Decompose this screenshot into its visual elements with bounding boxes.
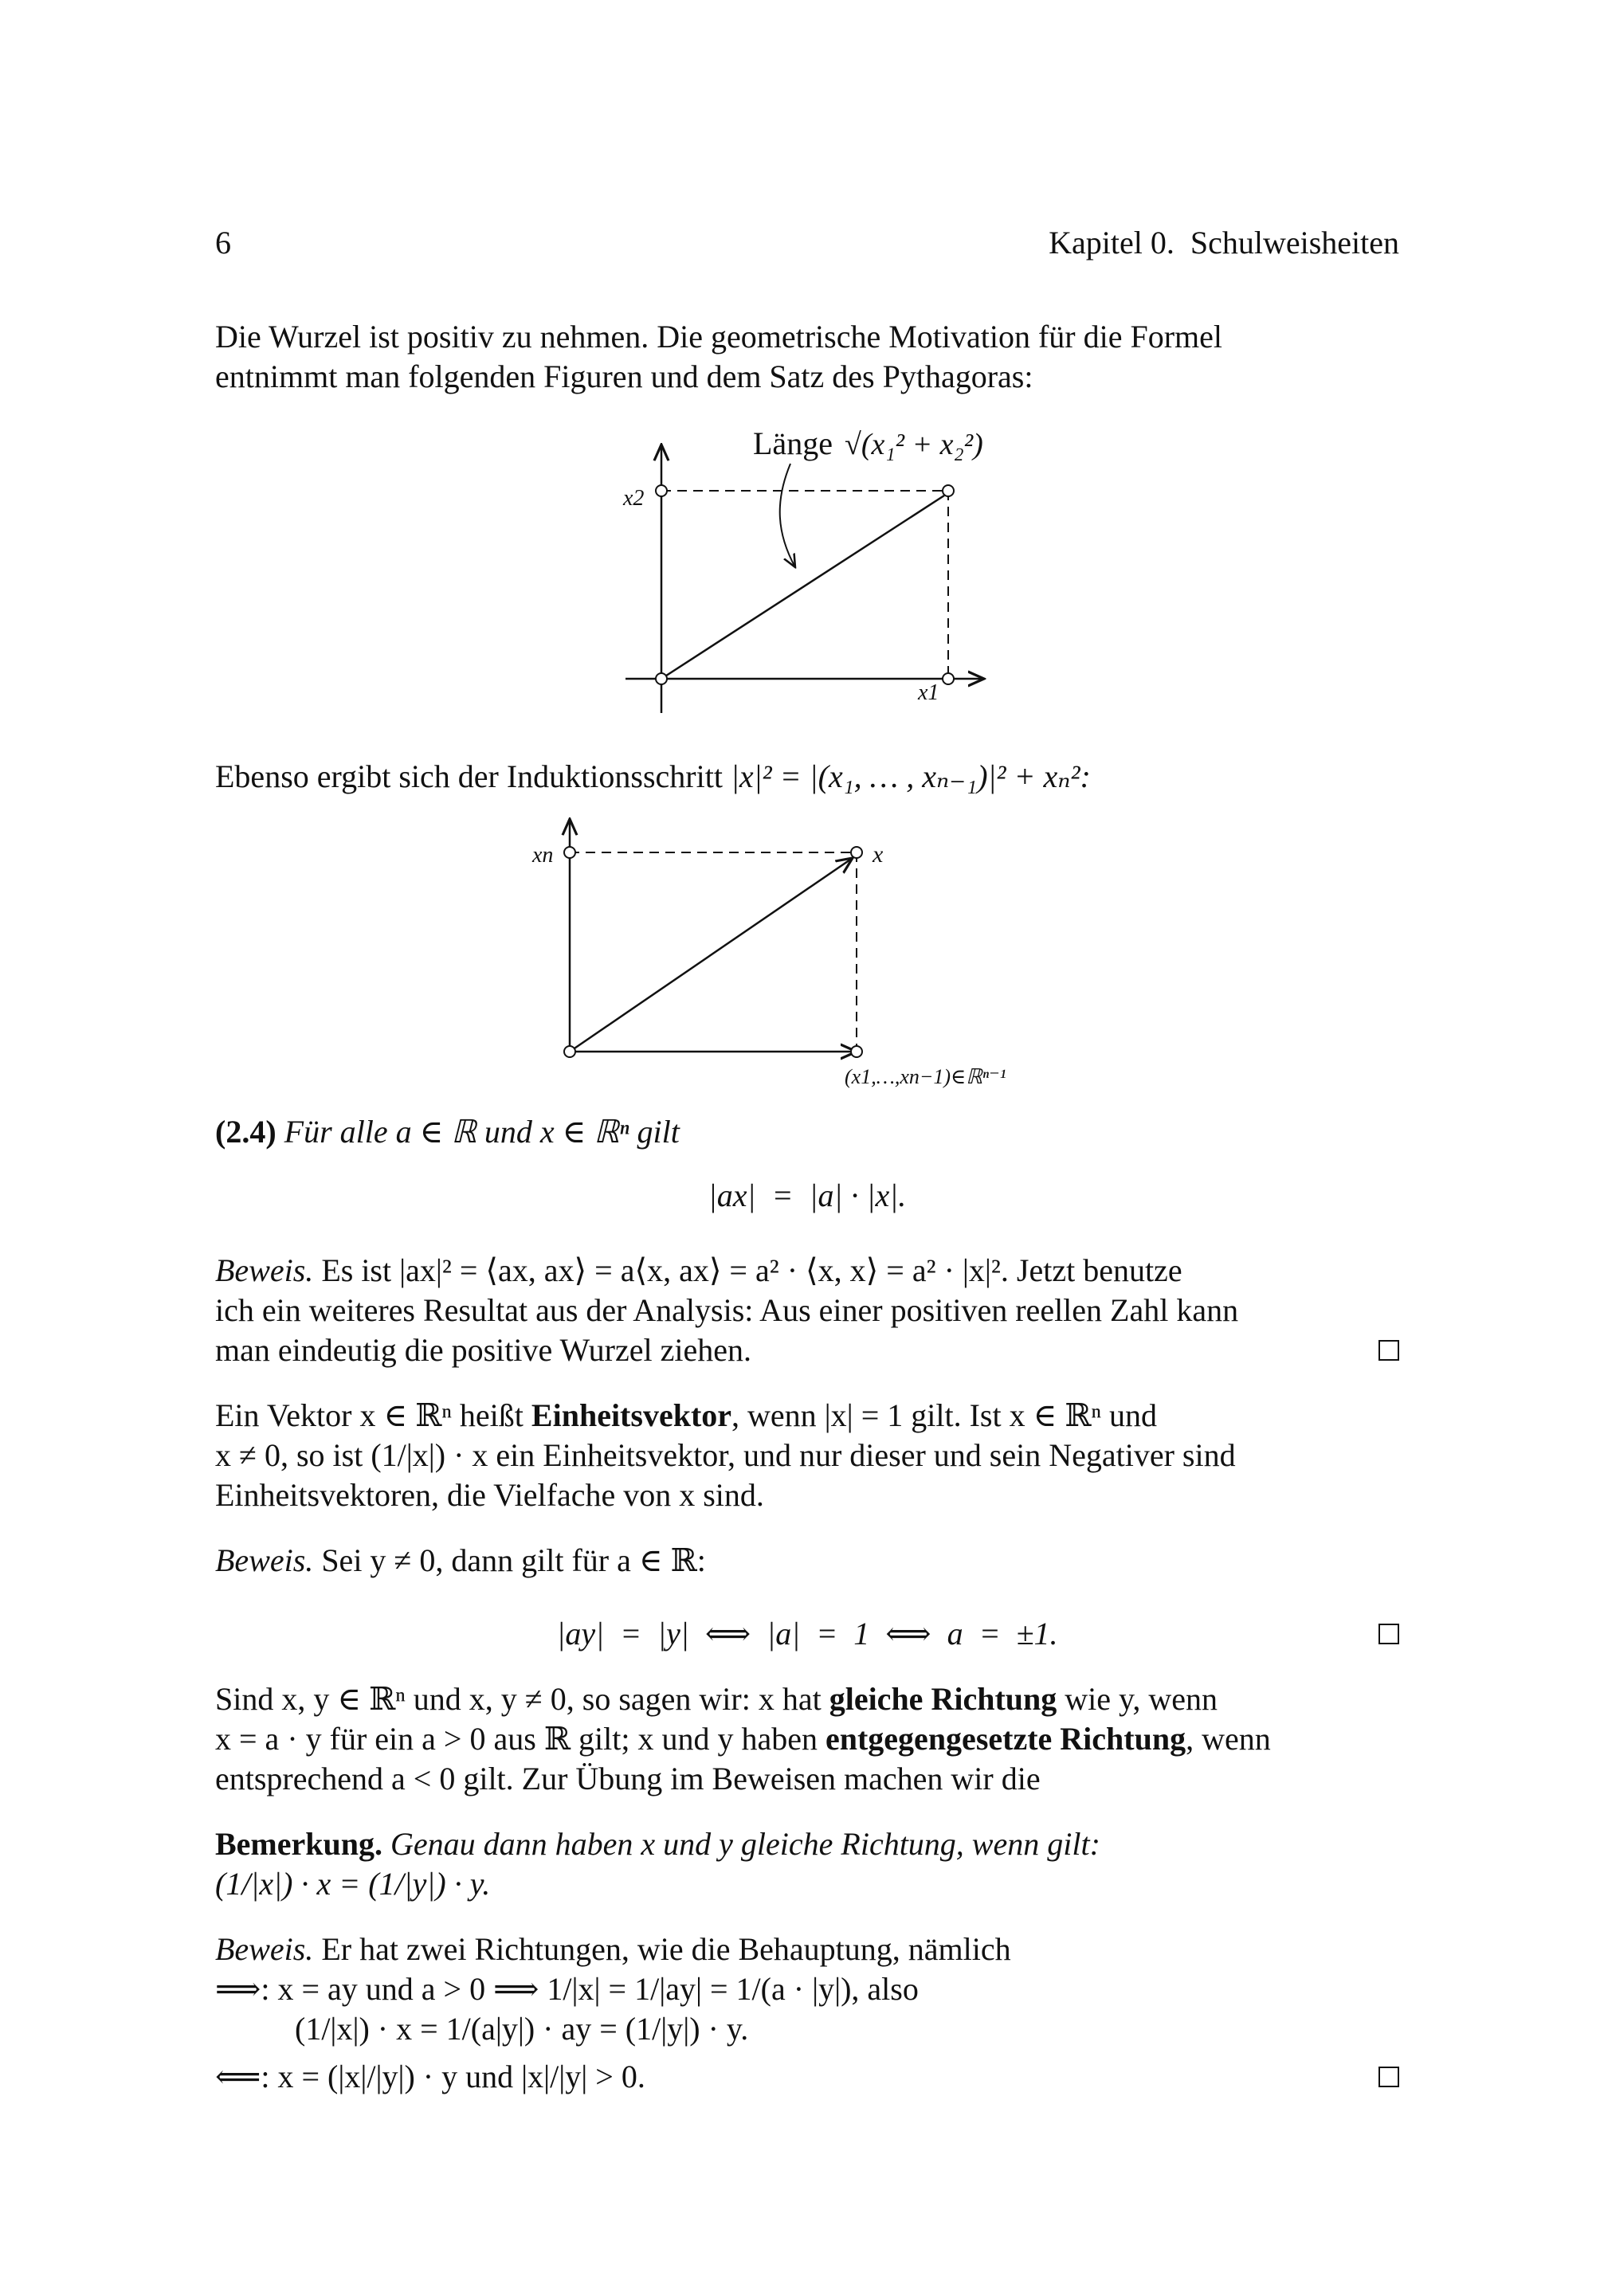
direction-text-1a: Sind x, y ∈ ℝⁿ und x, y ≠ 0, so sagen wir: x hat (215, 1681, 822, 1717)
intro-line-2: entnimmt man folgenden Figuren und dem Satz des Pythagoras: (215, 359, 1033, 394)
diagonal (570, 858, 853, 1052)
proof1-line-2: ich ein weiteres Resultat aus der Analysis: Aus einer positiven reellen Zahl kann (215, 1292, 1239, 1328)
xn-point (564, 847, 575, 858)
proof1-line-1 (215, 1251, 1399, 1291)
qed-box (1378, 1624, 1399, 1644)
proof-label: Beweis. (215, 1252, 314, 1288)
prop-formula-row (215, 1176, 1399, 1216)
direction-line-1 (215, 1679, 1399, 1719)
direction-line-3: entsprechend a < 0 gilt. Zur Übung im Beweisen machen wir die (215, 1761, 1041, 1796)
proof2-text: Sei y ≠ 0, dann gilt für a ∈ ℝ: (321, 1542, 706, 1578)
proof-label: Beweis. (215, 1542, 314, 1578)
unit-vector-text-1a: Ein Vektor x ∈ ℝⁿ heißt (215, 1397, 524, 1433)
unit-vector-line-1 (215, 1396, 1399, 1436)
base-label: (x1,…,xn−1)∈ℝⁿ⁻¹ (845, 1065, 1006, 1088)
x-label: x (873, 841, 884, 868)
remark-label: Bemerkung. (215, 1826, 382, 1862)
qed-box (1378, 1340, 1399, 1361)
proof3-line-1 (215, 1930, 1399, 1969)
base-point (851, 1046, 862, 1057)
proof2-formula-row (215, 1614, 1399, 1654)
direction-text-1b: wie y, wenn (1057, 1681, 1218, 1717)
direction-line-2 (215, 1719, 1399, 1759)
proof3-line-4 (215, 2057, 1399, 2097)
origin-point (656, 673, 667, 684)
qed-box (1378, 2067, 1399, 2087)
unit-vector-line-2: x ≠ 0, so ist (1/|x|) · x ein Einheitsvektor, und nur dieser und sein Negativer sind (215, 1437, 1236, 1473)
proof3-text-1: Er hat zwei Richtungen, wie die Behauptung, nämlich (321, 1931, 1011, 1967)
induction-formula: |x|² = |(x₁, … , xₙ₋₁)|² + xₙ²: (730, 758, 1091, 794)
prop-statement: Für alle a ∈ ℝ und x ∈ ℝⁿ gilt (284, 1114, 680, 1150)
proof1-line-3 (215, 1330, 1399, 1370)
term-entgegengesetzte-richtung: entgegengesetzte Richtung (825, 1721, 1186, 1757)
diagonal (661, 496, 944, 679)
figure-pythagoras-2d (606, 422, 1020, 725)
proof3-text-4: ⟸: x = (|x|/|y|) · y und |x|/|y| > 0. (215, 2059, 645, 2094)
page-number: 6 (215, 225, 231, 261)
prop-formula: |ax| = |a| · |x|. (708, 1177, 907, 1213)
length-label: Länge (753, 425, 833, 461)
proof2-line (215, 1541, 1399, 1581)
remark-line-2: (1/|x|) · x = (1/|y|) · y. (215, 1866, 491, 1902)
term-einheitsvektor: Einheitsvektor (531, 1397, 732, 1433)
prop-number: (2.4) (215, 1114, 276, 1150)
proof3-line-3: (1/|x|) · x = 1/(a|y|) · ay = (1/|y|) · y. (295, 2011, 749, 2047)
unit-vector-text-1b: , wenn |x| = 1 gilt. Ist x ∈ ℝⁿ und (731, 1397, 1158, 1433)
origin-point (564, 1046, 575, 1057)
length-formula: √(x₁² + x₂²) (845, 428, 983, 461)
figure-induction-step (518, 813, 1124, 1107)
induction-text: Ebenso ergibt sich der Induktionsschritt (215, 758, 723, 794)
induction-step (215, 757, 1399, 797)
term-gleiche-richtung: gleiche Richtung (829, 1681, 1057, 1717)
x1-label: x1 (918, 680, 939, 705)
pointer-arrow (780, 464, 795, 567)
corner-point (943, 485, 954, 496)
x2-point (656, 485, 667, 496)
proof2-formula: |ay| = |y| ⟺ |a| = 1 ⟺ a = ±1. (556, 1616, 1058, 1651)
xn-label: xn (532, 843, 554, 868)
unit-vector-line-3: Einheitsvektoren, die Vielfache von x sind. (215, 1477, 764, 1513)
intro-line-1: Die Wurzel ist positiv zu nehmen. Die geometrische Motivation für die Formel (215, 319, 1223, 355)
direction-text-2b: , wenn (1186, 1721, 1271, 1757)
remark-text-1: Genau dann haben x und y gleiche Richtung, wenn gilt: (390, 1826, 1100, 1862)
x1-point (943, 673, 954, 684)
proposition-2-4 (215, 1112, 1399, 1152)
proof-label: Beweis. (215, 1931, 314, 1967)
x-point (851, 847, 862, 858)
proof3-line-2: ⟹: x = ay und a > 0 ⟹ 1/|x| = 1/|ay| = 1/(a · |y|), also (215, 1971, 919, 2007)
proof1-text-1: Es ist |ax|² = ⟨ax, ax⟩ = a⟨x, ax⟩ = a² · ⟨x, x⟩ = a² · |x|². Jetzt benutze (321, 1252, 1182, 1288)
direction-text-2a: x = a · y für ein a > 0 aus ℝ gilt; x und y haben (215, 1721, 818, 1757)
remark-line-1 (215, 1824, 1399, 1864)
x2-label: x2 (623, 486, 645, 511)
chapter-title: Kapitel 0. Schulweisheiten (1049, 225, 1399, 261)
proof1-text-3: man eindeutig die positive Wurzel ziehen. (215, 1332, 751, 1368)
